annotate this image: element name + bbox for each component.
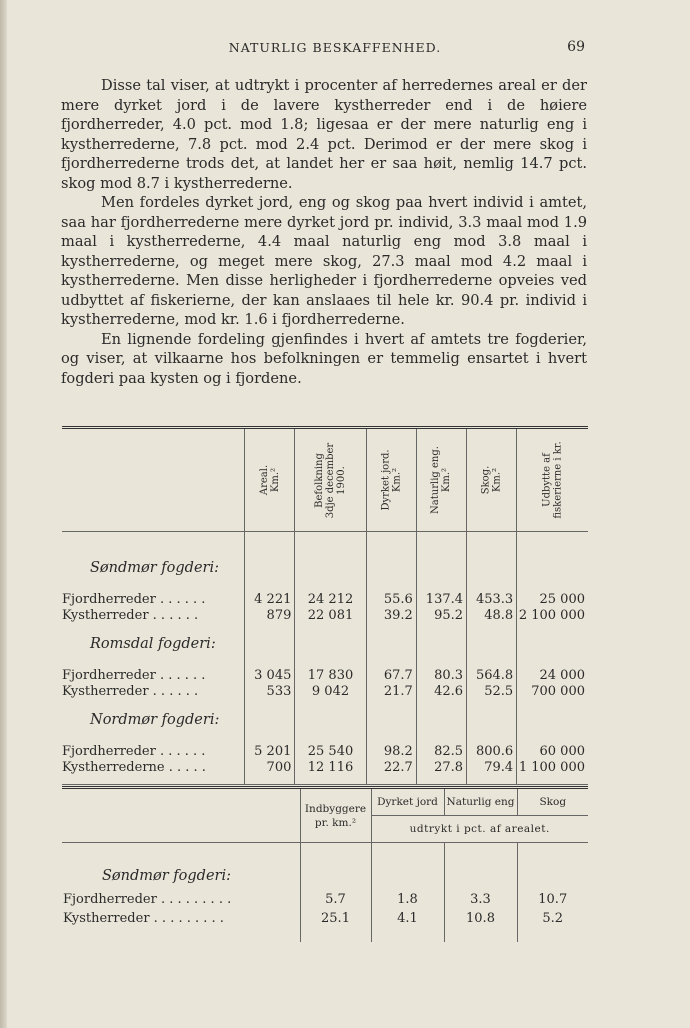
cell-dyrket: 67.7 <box>366 668 416 684</box>
table-row <box>62 684 588 700</box>
body-text <box>61 76 587 388</box>
cell-udbytte: 2 100 000 <box>517 608 588 624</box>
page-edge <box>0 0 7 1028</box>
cell-befolkning: 17 830 <box>295 668 366 684</box>
table-row <box>62 668 588 684</box>
cell-eng: 27.8 <box>416 760 466 776</box>
header-naturlig-eng: Naturlig eng <box>444 788 517 816</box>
table-row <box>62 608 588 624</box>
header-skog: Skog. Km.² <box>467 428 517 532</box>
row-label: Fjordherreder . . . . . . <box>62 668 206 683</box>
section-heading <box>62 548 588 576</box>
table-row <box>62 909 588 928</box>
cell-befolkning: 9 042 <box>295 684 366 700</box>
header-befolkning: Befolkning 3dje december 1900. <box>295 428 366 532</box>
section-heading <box>62 700 588 728</box>
cell-areal: 3 045 <box>245 668 295 684</box>
header-indbyggere: Indbyggere pr. km.² <box>300 788 371 843</box>
cell-skog: 10.7 <box>517 890 588 909</box>
section-title: Nordmør fogderi: <box>90 712 220 728</box>
cell-areal: 879 <box>245 608 295 624</box>
cell-dyrket: 21.7 <box>366 684 416 700</box>
cell-skog: 79.4 <box>467 760 517 776</box>
cell-eng: 137.4 <box>416 592 466 608</box>
table-row <box>62 592 588 608</box>
row-label: Fjordherreder . . . . . . <box>62 592 206 607</box>
cell-skog: 800.6 <box>467 744 517 760</box>
page-number: 69 <box>567 39 585 55</box>
cell-dyrket: 4.1 <box>371 909 444 928</box>
paragraph-2: Men fordeles dyrket jord, eng og skog paa hvert individ i amtet, saa har fjordherrederne mere dyrket jord pr. individ, 3.3 maal mod 1.9 maal i kystherrederne, 4.4 maal naturlig eng mod 3.8 maal i kystherrederne, og meget mere skog, 27.3 maal mod 4.2 maal i kystherrederne. Men disse herligheder i fjordherrederne opveies ved udbyttet af fiskerierne, der kan anslaaes til hele kr. 90.4 pr. individ i kystherrederne, mod kr. 1.6 i fjordherrederne. <box>61 194 587 328</box>
header-dyrket-jord: Dyrket jord <box>371 788 444 816</box>
cell-skog: 52.5 <box>467 684 517 700</box>
table-row <box>62 890 588 909</box>
header-blank <box>62 428 245 532</box>
cell-dyrket: 55.6 <box>366 592 416 608</box>
cell-befolkning: 22 081 <box>295 608 366 624</box>
cell-eng: 3.3 <box>444 890 517 909</box>
header-areal: Areal. Km.² <box>245 428 295 532</box>
header-naturlig-eng: Naturlig eng. Km.² <box>416 428 466 532</box>
paragraph-3: En lignende fordeling gjenfindes i hvert af amtets tre fogderier, og viser, at vilkaarne hos befolkningen er temmelig ensartet i hvert fogderi paa kysten og i fjordene. <box>61 330 587 387</box>
header-skog: Skog <box>517 788 588 816</box>
cell-udbytte: 60 000 <box>517 744 588 760</box>
section-title: Søndmør fogderi: <box>90 560 219 576</box>
table-row <box>62 744 588 760</box>
row-label: Fjordherreder . . . . . . . . . <box>63 892 232 907</box>
running-title: NATURLIG BESKAFFENHED. <box>228 40 442 55</box>
cell-befolkning: 12 116 <box>295 760 366 776</box>
header-udbytte: Udbytte af fiskerierne i kr. <box>517 428 588 532</box>
cell-skog: 564.8 <box>467 668 517 684</box>
cell-eng: 80.3 <box>416 668 466 684</box>
cell-udbytte: 24 000 <box>517 668 588 684</box>
page-header <box>0 40 690 60</box>
cell-udbytte: 25 000 <box>517 592 588 608</box>
cell-eng: 10.8 <box>444 909 517 928</box>
section-title: Romsdal fogderi: <box>90 636 216 652</box>
header-blank <box>62 788 300 843</box>
cell-skog: 453.3 <box>467 592 517 608</box>
cell-eng: 82.5 <box>416 744 466 760</box>
section-title: Søndmør fogderi: <box>102 868 231 884</box>
row-label: Kystherrederne . . . . . <box>62 760 206 775</box>
cell-indbyggere: 25.1 <box>300 909 371 928</box>
cell-befolkning: 25 540 <box>295 744 366 760</box>
cell-eng: 42.6 <box>416 684 466 700</box>
cell-indbyggere: 5.7 <box>300 890 371 909</box>
table-row <box>62 760 588 776</box>
cell-dyrket: 98.2 <box>366 744 416 760</box>
cell-befolkning: 24 212 <box>295 592 366 608</box>
header-dyrket-jord: Dyrket jord. Km.² <box>366 428 416 532</box>
cell-dyrket: 22.7 <box>366 760 416 776</box>
table-header-row <box>62 428 588 532</box>
table-header-row <box>62 788 588 816</box>
cell-areal: 5 201 <box>245 744 295 760</box>
cell-areal: 4 221 <box>245 592 295 608</box>
cell-skog: 48.8 <box>467 608 517 624</box>
row-label: Kystherreder . . . . . . . . . <box>63 911 224 926</box>
row-label: Fjordherreder . . . . . . <box>62 744 206 759</box>
cell-areal: 533 <box>245 684 295 700</box>
section-heading <box>62 624 588 652</box>
row-label: Kystherreder . . . . . . <box>62 684 199 699</box>
cell-areal: 700 <box>245 760 295 776</box>
paragraph-1: Disse tal viser, at udtrykt i procenter af herredernes areal er der mere dyrket jord i de lavere kystherreder end i de høiere fjordherreder, 4.0 pct. mod 1.8; ligesaa er der mere naturlig eng i kystherrederne, 7.8 pct. mod 2.4 pct. Derimod er der mere skog i fjordherrederne trods det, at landet her er saa høit, nemlig 14.7 pct. skog mod 8.7 i kystherrederne. <box>61 77 587 192</box>
cell-udbytte: 1 100 000 <box>517 760 588 776</box>
header-unit-note: udtrykt i pct. af arealet. <box>371 816 588 843</box>
statistics-table <box>62 426 588 785</box>
cell-skog: 5.2 <box>517 909 588 928</box>
cell-dyrket: 39.2 <box>366 608 416 624</box>
cell-dyrket: 1.8 <box>371 890 444 909</box>
row-label: Kystherreder . . . . . . <box>62 608 199 623</box>
cell-udbytte: 700 000 <box>517 684 588 700</box>
cell-eng: 95.2 <box>416 608 466 624</box>
percentage-table <box>62 786 588 942</box>
section-heading <box>62 843 588 891</box>
